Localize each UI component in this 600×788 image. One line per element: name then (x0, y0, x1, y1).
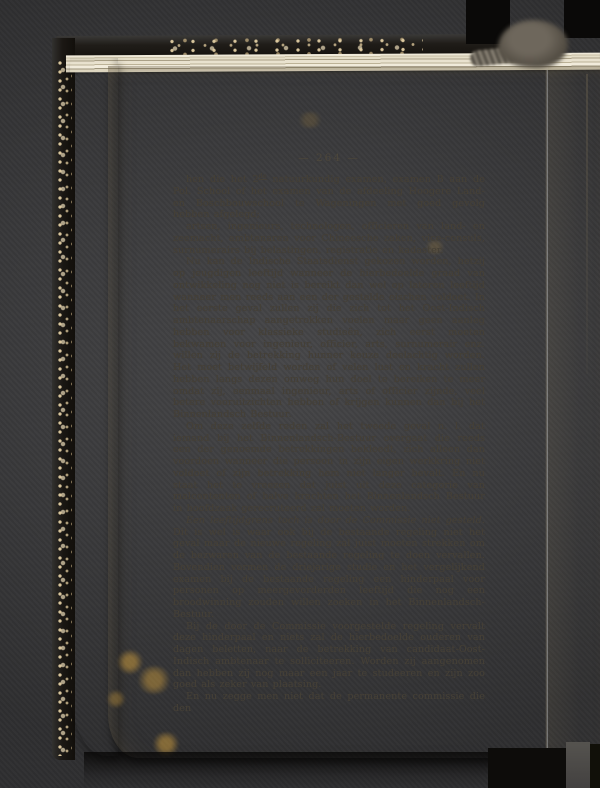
background-dark-block (488, 748, 572, 788)
paragraph-2: artsen, ingenieurs, technologen, officieren van land- en zeemacht, ambtenaren voor Chineesche zaken, vice-consuls, surnumerairs bij belastingen, registratie en kadaster. (173, 221, 485, 256)
page-number: — 264 — (298, 152, 360, 164)
paragraph-4: Om deze zelfde reden zal het tweede geval n. l. dat iemand bij het Binnenlandsch-Bestuur overgaat die reeds een der genoemde betrekkingen bekleedt, zich alleen dan voordoen wanneer die persoon in zijn eigen werkkring niet voldoet of zijn betrekking hem niet langer bevalt. En nu staat het te vreezen dat juist uit deze categorie van malcontenten of halve krachten het Binnenlandsch Bestuur in hoofdzaak gerecruteerd zal moeten worden. (173, 420, 485, 514)
paragraph-5-italic-lead: Een leeftijdgrens toch is door de Commissie niet gesteld. (186, 514, 485, 526)
printed-text-block (173, 152, 485, 715)
background-gray-strip (566, 742, 590, 788)
page-weight (498, 20, 568, 68)
paragraph-1-rest: natuurkundig examen, examen B aan de Pol. School of het examen van de afdeeling Hoogere Land- en Boschbouwschool te Wageningen met goed gevolg hebben afgelegd; (173, 174, 485, 221)
paragraph-1-start: hen die het 2 (186, 174, 259, 185)
background-dark-edge (590, 744, 600, 788)
page-crease-line (545, 70, 548, 756)
page-right-shading (548, 66, 600, 758)
paragraph-7: En nu zegge men niet dat de permanente commissie die den (173, 691, 485, 714)
paragraph-3: Nu kan de Indische Staatsdienst gekozen worden, hetzij op jeugdigen leeftijd wanneer de hierbedoelde graad van ontwikkeling nog niet is bereikt dan wel op lateren leeftijd wanneer men reeds aan een der gestelde eischen voldoet. In het eerste geval zullen zij die zich tot het Oost-Indisch ambtenaarschap aangetrokken voelen maar geen aanleg hebben voor klassieke studieën, zich eerst moeten bekwamen voor ingenieur, officier, arts, surnumerair enz. willen zij de betrekking hunner keuze deelachtig worden. Het moet betwijfeld worden of velen lust en kracht zullen hebben langs dezen omweg hun doel te bereiken te meer omdat zij, eenmaal ingenieur, arts of officier zijnde, veel betere vooruitzichten hebben of krijgen kunnen dan bij het Binnenlandsch Bestuur. (173, 256, 485, 420)
ordinal-superscript: de (258, 171, 267, 180)
foxing-stain (296, 112, 324, 128)
paragraph-1 (173, 171, 485, 221)
paragraph-5-rest: Dit is wel is waar ook bij de bestaande regeling niet het geval maar de nieuwe regeling zal juist moeten strekken om de bezwaren van de bestaande regeling te doen vervallen. Bovendien vormen de driejarige studie en het vergelijkend examen bij de bestaande regeling een hinderpaal voor personen op meergevorderden leeftijd die nog een broodwinning zouden willen zoeken in het Binnenlandsch-Bestuur. (173, 526, 485, 620)
foxing-stain (136, 666, 172, 694)
page-crease-line-secondary (586, 74, 588, 374)
paragraph-5 (173, 515, 485, 621)
background-gap (564, 0, 600, 38)
foxing-stain (106, 690, 126, 708)
paragraph-6: Bij de door de Commissie voorgestelde regeling vervalt deze hinderpaal en niets zal de hierbedoelde ouderen van dagen beletten, naar de betrekking van candidaat-Oost-Indisch ambtenaar te solliciteeren. Worden zij aangenomen dan hebben zij nog maar een jaar te studeeren en zijn zoo goed als zeker van plaatsing. (173, 620, 485, 691)
